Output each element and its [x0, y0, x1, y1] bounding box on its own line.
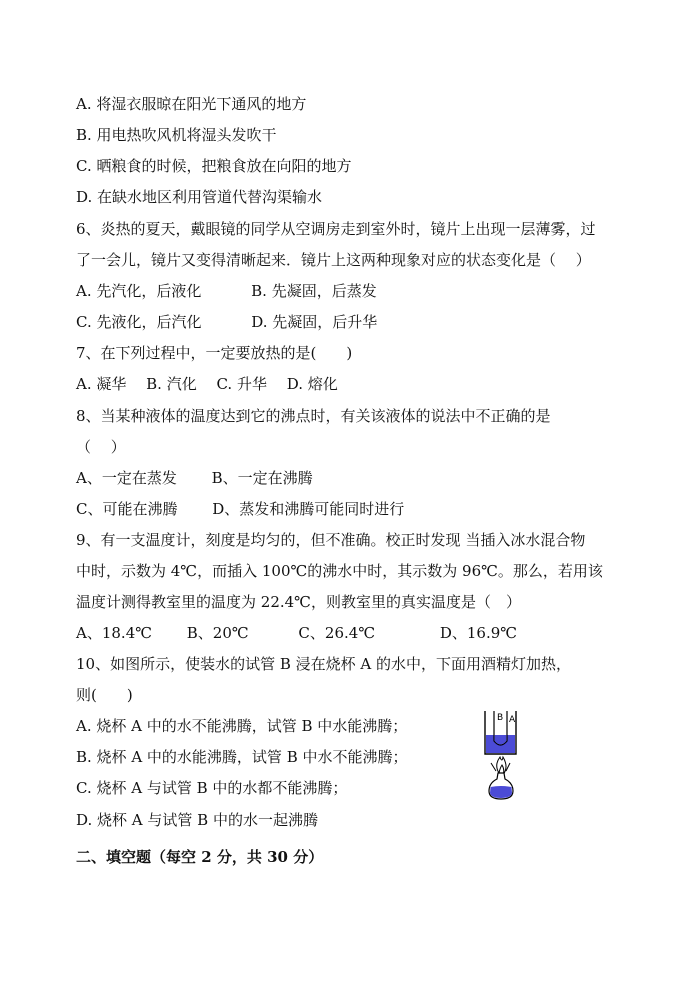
text-line: 8、当某种液体的温度达到它的沸点时，有关该液体的说法中不正确的是 — [76, 407, 551, 425]
label-b: B — [497, 713, 504, 723]
text-line: C. 晒粮食的时候，把粮食放在向阳的地方 — [76, 157, 352, 175]
text-line: （ ） — [76, 438, 126, 456]
beaker-test-tube-figure — [482, 707, 542, 803]
text-line: C. 烧杯 A 与试管 B 中的水都不能沸腾； — [76, 779, 348, 797]
text-line: 7、在下列过程中，一定要放热的是( ) — [76, 344, 353, 362]
text-line: 温度计测得教室里的温度为 22.4℃，则教室里的真实温度是（ ） — [76, 593, 521, 611]
text-line: A. 先汽化，后液化 B. 先凝固，后蒸发 — [76, 282, 377, 300]
text-line: D. 在缺水地区利用管道代替沟渠输水 — [76, 188, 323, 206]
text-line: C、可能在沸腾 D、蒸发和沸腾可能同时进行 — [76, 500, 405, 518]
section-heading: 二、填空题（每空 2 分，共 30 分） — [76, 848, 324, 866]
text-line: 则( ) — [76, 686, 133, 704]
text-line: B. 烧杯 A 中的水能沸腾，试管 B 中水不能沸腾； — [76, 748, 408, 766]
text-line: A. 烧杯 A 中的水不能沸腾，试管 B 中水能沸腾； — [76, 717, 408, 735]
text-line: 10、如图所示，使装水的试管 B 浸在烧杯 A 的水中，下面用酒精灯加热， — [76, 655, 572, 673]
flame — [497, 757, 506, 775]
text-line: A、18.4℃ B、20℃ C、26.4℃ D、16.9℃ — [76, 624, 518, 642]
text-line: B. 用电热吹风机将湿头发吹干 — [76, 126, 277, 144]
text-line: C. 先液化，后汽化 D. 先凝固，后升华 — [76, 313, 378, 331]
text-line: 9、有一支温度计，刻度是均匀的，但不准确。校正时发现 当插入冰水混合物 — [76, 531, 586, 549]
lamp-fuel — [490, 786, 512, 798]
text-line: A、一定在蒸发 B、一定在沸腾 — [76, 469, 313, 487]
text-line: 6、炎热的夏天，戴眼镜的同学从空调房走到室外时，镜片上出现一层薄雾，过 — [76, 220, 596, 238]
label-a: A — [509, 715, 516, 725]
text-line: A. 将湿衣服晾在阳光下通风的地方 — [76, 95, 307, 113]
text-line: 中时，示数为 4℃，而插入 100℃的沸水中时，其示数为 96℃。那么，若用该 — [76, 562, 603, 580]
text-line: D. 烧杯 A 与试管 B 中的水一起沸腾 — [76, 811, 318, 829]
text-line: A. 凝华 B. 汽化 C. 升华 D. 熔化 — [76, 375, 338, 393]
text-line: 了一会儿，镜片又变得清晰起来．镜片上这两种现象对应的状态变化是（ ） — [76, 251, 591, 269]
